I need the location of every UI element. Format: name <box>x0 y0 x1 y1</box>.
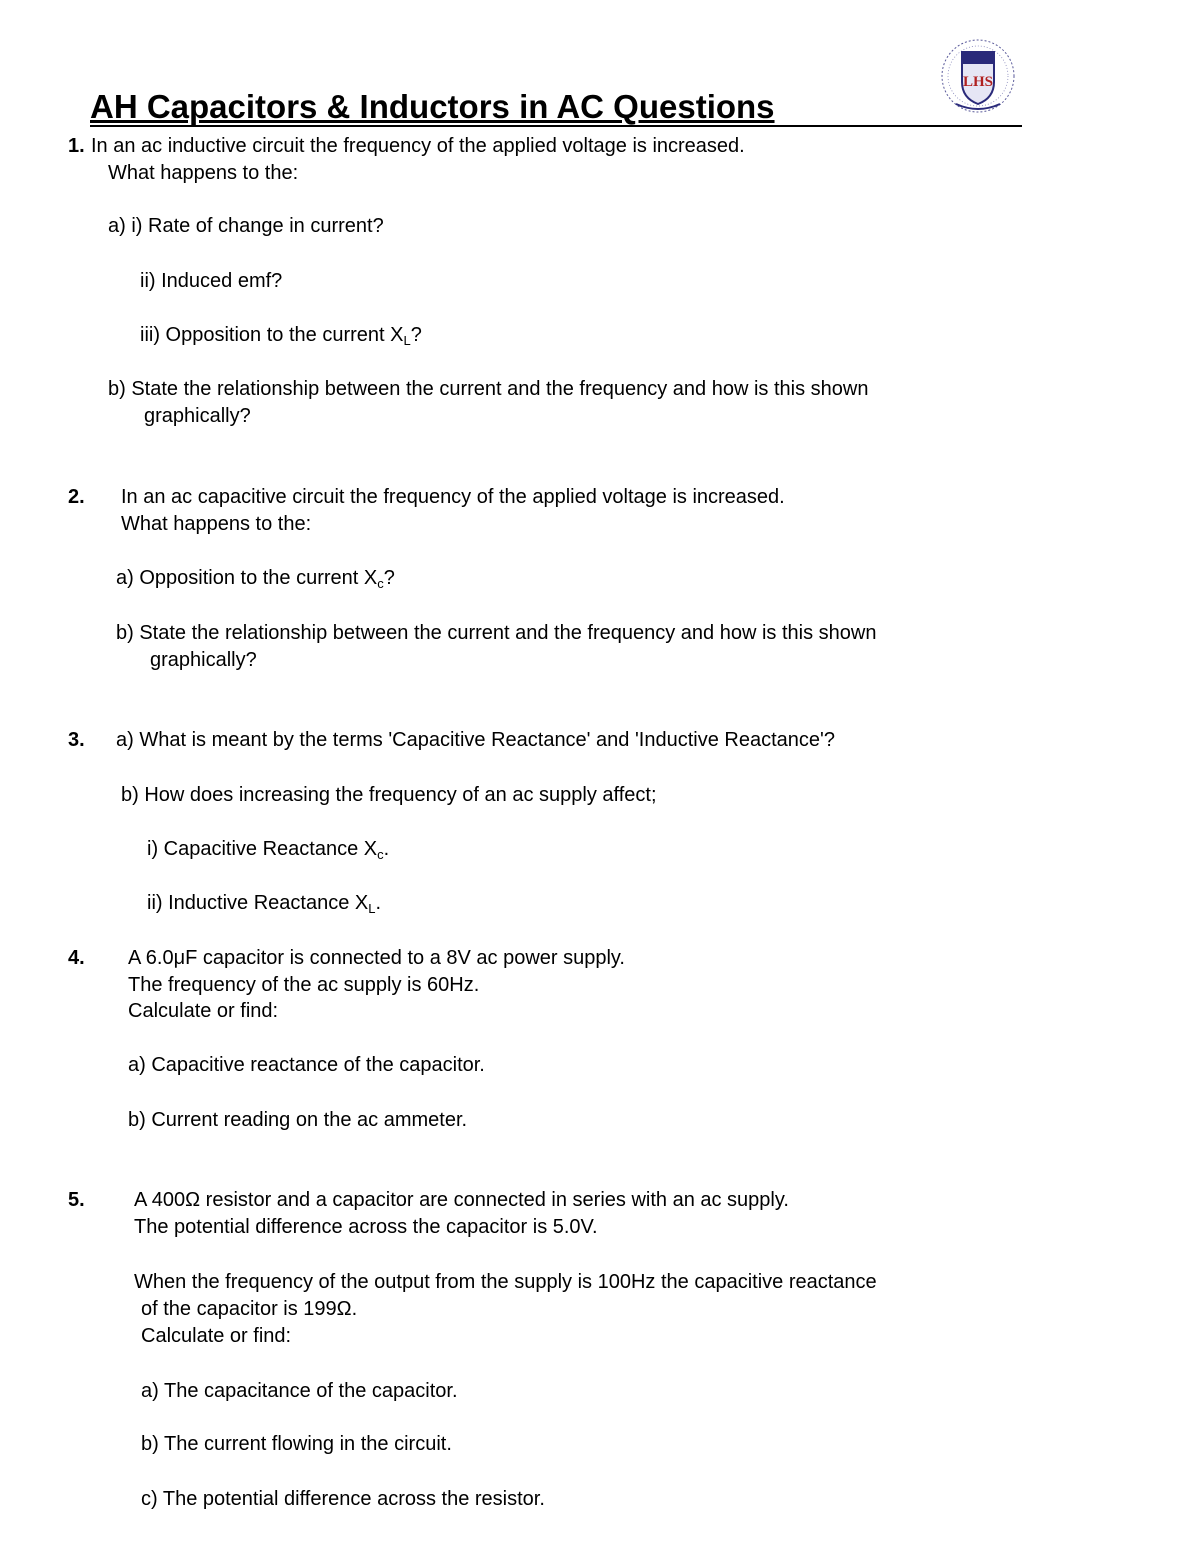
q5-part-c: c) The potential difference across the resistor. <box>141 1488 545 1510</box>
q3-part-b-ii: ii) Inductive Reactance $X_L$. <box>147 892 382 916</box>
q1-part-a-i: a) i) Rate of change in current? <box>108 215 384 237</box>
q2-part-b-line1: b) State the relationship between the current and the frequency and how is this shown <box>116 622 877 644</box>
q3-number: 3. <box>68 729 85 751</box>
q3-part-b: b) How does increasing the frequency of an ac supply affect; <box>121 784 657 806</box>
q1-line2: What happens to the: <box>108 162 299 184</box>
q3-part-a: a) What is meant by the terms 'Capacitive Reactance' and 'Inductive Reactance'? <box>116 729 835 751</box>
q1-line1: In an ac inductive circuit the frequency of the applied voltage is increased. <box>91 135 745 157</box>
q1-part-b-line2: graphically? <box>144 405 251 427</box>
q5-number: 5. <box>68 1189 85 1211</box>
q4-part-a: a) Capacitive reactance of the capacitor. <box>128 1054 485 1076</box>
q5-line1: A 400Ω resistor and a capacitor are connected in series with an ac supply. <box>134 1189 789 1211</box>
q2-line1: In an ac capacitive circuit the frequency of the applied voltage is increased. <box>121 486 785 508</box>
q5-part-a: a) The capacitance of the capacitor. <box>141 1380 458 1402</box>
q5-line3: When the frequency of the output from the supply is 100Hz the capacitive reactance <box>134 1271 877 1293</box>
q1-number: 1. <box>68 135 85 157</box>
q1-part-a-ii: ii) Induced emf? <box>140 270 283 292</box>
q1-part-b-line1: b) State the relationship between the current and the frequency and how is this shown <box>108 378 869 400</box>
q2-line2: What happens to the: <box>121 513 312 535</box>
page-title: AH Capacitors & Inductors in AC Questions <box>90 88 775 125</box>
q5-line2: The potential difference across the capacitor is 5.0V. <box>134 1216 598 1238</box>
q4-line3: Calculate or find: <box>128 1000 279 1022</box>
q2-part-a: a) Opposition to the current $X_c$? <box>116 567 395 591</box>
q5-line5: Calculate or find: <box>141 1325 292 1347</box>
q4-number: 4. <box>68 947 85 969</box>
q4-part-b: b) Current reading on the ac ammeter. <box>128 1109 468 1131</box>
q2-number: 2. <box>68 486 85 508</box>
q1-part-a-iii: iii) Opposition to the current $X_L$? <box>140 324 422 348</box>
title-underline <box>90 125 1022 127</box>
q5-line4: of the capacitor is 199Ω. <box>141 1298 358 1320</box>
q2-part-b-line2: graphically? <box>150 649 257 671</box>
svg-text:LHS: LHS <box>962 74 994 90</box>
q3-part-b-i: i) Capacitive Reactance $X_c$. <box>147 838 390 862</box>
q5-part-b: b) The current flowing in the circuit. <box>141 1433 452 1455</box>
q4-line2: The frequency of the ac supply is 60Hz. <box>128 974 480 996</box>
school-crest-icon <box>934 38 1022 118</box>
q4-line1: A 6.0μF capacitor is connected to a 8V ac power supply. <box>128 947 625 969</box>
